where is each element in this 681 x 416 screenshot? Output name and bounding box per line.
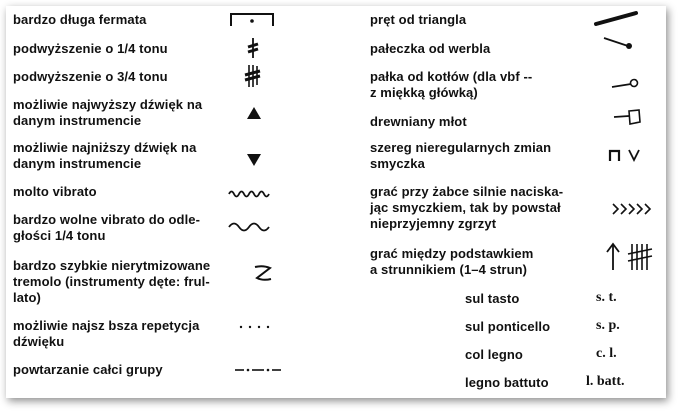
snare-stick-icon: [602, 36, 634, 52]
legend-text-tremolo-2: tremolo (instrumenty dęte: frul-: [13, 274, 210, 289]
timpani-mallet-icon: [610, 74, 640, 92]
legend-text-timpani-mallet-1: pałka od kotłów (dla vbf --: [370, 69, 533, 84]
long-fermata-icon: [229, 12, 275, 28]
legend-text-frog-press-3: nieprzyjemny zgrzyt: [370, 216, 497, 231]
legend-text-timpani-mallet-2: z miękką główką): [370, 85, 478, 100]
triangle-up-icon: [246, 106, 262, 120]
legend-text-long-fermata: bardzo długa fermata: [13, 12, 147, 27]
three-quarter-sharp-icon: [243, 64, 261, 88]
abbr-sul-tasto: s. t.: [596, 290, 617, 305]
term-col-legno: col legno: [465, 347, 523, 362]
behind-bridge-icon: [604, 240, 656, 272]
legend-text-repetition-2: dźwięku: [13, 334, 65, 349]
legend-text-highest-note-2: danym instrumencie: [13, 113, 142, 128]
legend-text-molto-vibrato: molto vibrato: [13, 184, 97, 199]
triangle-down-icon: [246, 153, 262, 167]
legend-text-three-quarter-sharp: podwyższenie o 3/4 tonu: [13, 69, 168, 84]
bow-changes-icon: [608, 148, 642, 162]
dash-dot-line-icon: [234, 366, 282, 374]
abbr-sul-ponticello: s. p.: [596, 318, 620, 333]
term-legno-battuto: legno battuto: [465, 375, 549, 390]
legend-text-frog-press-2: jąc smyczkiem, tak by powstał: [370, 200, 561, 215]
legend-text-triangle-beater: pręt od triangla: [370, 12, 467, 27]
legend-text-wooden-hammer: drewniany młot: [370, 114, 467, 129]
wavy-line-icon: [228, 189, 272, 199]
legend-text-slow-vibrato-1: bardzo wolne vibrato do odle-: [13, 212, 201, 227]
legend-text-highest-note-1: możliwie najwyższy dźwięk na: [13, 97, 203, 112]
triangle-beater-icon: [594, 10, 640, 26]
legend-text-tremolo-1: bardzo szybkie nierytmizowane: [13, 258, 211, 273]
quarter-sharp-icon: [246, 37, 260, 59]
legend-text-bow-changes-2: smyczka: [370, 156, 425, 171]
legend-text-behind-bridge-1: grać między podstawkiem: [370, 246, 534, 261]
legend-text-tremolo-3: lato): [13, 290, 41, 305]
legend-text-snare-stick: pałeczka od werbla: [370, 41, 491, 56]
abbr-col-legno: c. l.: [596, 346, 617, 361]
notation-legend-page: [6, 6, 666, 398]
legend-text-slow-vibrato-2: głości 1/4 tonu: [13, 228, 106, 243]
wooden-hammer-icon: [612, 108, 642, 128]
legend-text-frog-press-1: grać przy żabce silnie naciska-: [370, 184, 564, 199]
legend-text-bow-changes-1: szereg nieregularnych zmian: [370, 140, 552, 155]
abbr-legno-battuto: l. batt.: [586, 374, 625, 389]
legend-text-repetition-1: możliwie najsz bsza repetycja: [13, 318, 200, 333]
legend-text-lowest-note-1: możliwie najniższy dźwięk na: [13, 140, 197, 155]
dotted-line-icon: [238, 324, 272, 330]
legend-text-group-repeat: powtarzanie całci grupy: [13, 362, 163, 377]
term-sul-ponticello: sul ponticello: [465, 319, 551, 334]
wide-wavy-line-icon: [228, 220, 272, 234]
legend-text-quarter-sharp: podwyższenie o 1/4 tonu: [13, 41, 168, 56]
tremolo-z-icon: [253, 264, 273, 282]
chevrons-icon: [611, 202, 657, 216]
legend-text-behind-bridge-2: a strunnikiem (1–4 strun): [370, 262, 528, 277]
term-sul-tasto: sul tasto: [465, 291, 520, 306]
legend-text-lowest-note-2: danym instrumencie: [13, 156, 142, 171]
